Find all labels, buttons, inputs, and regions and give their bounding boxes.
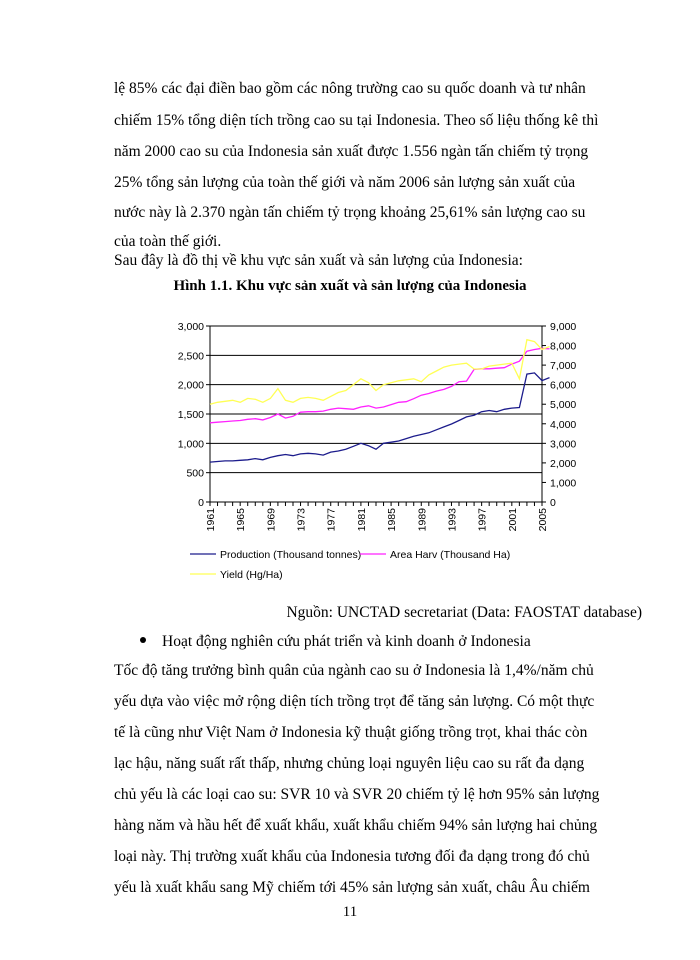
y-right-tick-label: 0: [550, 497, 556, 509]
paragraph1-line-2: chiếm 15% tổng diện tích trồng cao su tại Indonesia. Theo số liệu thống kê thì: [114, 112, 599, 129]
bullet-item: [140, 633, 531, 651]
x-tick-label: 1989: [416, 508, 429, 532]
page-number: 11: [342, 904, 358, 920]
source-note: Nguồn: UNCTAD secretariat (Data: FAOSTAT database): [286, 604, 642, 621]
y-left-tick-label: 0: [198, 497, 204, 509]
y-right-tick-label: 3,000: [550, 438, 577, 451]
paragraph2-line-6: hàng năm và hầu hết để xuất khẩu, xuất khẩu chiếm 94% sản lượng hai chủng: [114, 817, 598, 834]
legend-label: Area Harv (Thousand Ha): [390, 549, 511, 561]
y-right-tick-label: 4,000: [550, 418, 577, 431]
x-tick-label: 1993: [446, 508, 459, 532]
y-right-tick-label: 8,000: [550, 340, 577, 353]
series-line: [210, 340, 550, 405]
line-chart: [160, 310, 600, 590]
y-right-tick-label: 2,000: [550, 457, 577, 470]
paragraph2-line-2: yếu dựa vào việc mở rộng diện tích trồng trọt để tăng sản lượng. Có một thực: [114, 693, 595, 710]
bullet-heading: Hoạt động nghiên cứu phát triển và kinh doanh ở Indonesia: [162, 633, 531, 650]
x-tick-label: 1969: [265, 508, 278, 532]
x-tick-label: 1965: [235, 508, 248, 532]
x-tick-label: 1977: [325, 508, 338, 532]
bullet-icon: [140, 637, 146, 643]
x-tick-label: 1973: [295, 508, 308, 532]
paragraph1-line-1: lệ 85% các đại điền bao gồm các nông trường cao su quốc doanh và tư nhân: [114, 80, 586, 97]
y-right-tick-label: 1,000: [550, 477, 577, 490]
y-right-tick-label: 9,000: [550, 321, 577, 333]
y-left-tick-label: 3,000: [177, 321, 204, 333]
y-right-tick-label: 5,000: [550, 399, 577, 412]
x-tick-label: 2005: [537, 508, 549, 532]
x-tick-label: 1985: [386, 508, 399, 532]
paragraph1-line-6: của toàn thế giới.: [114, 233, 222, 250]
legend-label: Yield (Hg/Ha): [220, 569, 283, 581]
y-left-tick-label: 1,500: [177, 409, 204, 421]
x-tick-label: 1997: [476, 508, 489, 532]
y-left-tick-label: 1,000: [177, 438, 204, 451]
y-left-tick-label: 2,000: [177, 379, 204, 392]
paragraph2-line-3: tế là cũng như Việt Nam ở Indonesia kỹ thuật giống trồng trọt, khai thác còn: [114, 724, 588, 741]
paragraph2-line-8: yếu là xuất khẩu sang Mỹ chiếm tới 45% sản lượng sản xuất, châu Âu chiếm: [114, 879, 590, 896]
paragraph1-line-4: 25% tổng sản lượng của toàn thế giới và năm 2006 sản lượng sản xuất của: [114, 174, 576, 191]
figure-title: Hình 1.1. Khu vực sản xuất và sản lượng của Indonesia: [173, 278, 527, 294]
series-line: [210, 373, 550, 462]
paragraph2-line-7: loại này. Thị trường xuất khẩu của Indonesia tương đối đa dạng trong đó chủ: [114, 848, 590, 865]
paragraph2-line-5: chủ yếu là các loại cao su: SVR 10 và SVR 20 chiếm tỷ lệ hơn 95% sản lượng: [114, 786, 600, 803]
paragraph2-line-4: lạc hậu, năng suất rất thấp, nhưng chủng loại nguyên liệu cao su rất đa dạng: [114, 755, 585, 772]
y-right-tick-label: 6,000: [550, 379, 577, 392]
paragraph1-line-5: nước này là 2.370 ngàn tấn chiếm tỷ trọng khoảng 25,61% sản lượng cao su: [114, 204, 586, 221]
x-tick-label: 1961: [205, 508, 217, 532]
intro-line: Sau đây là đồ thị về khu vực sản xuất và sản lượng của Indonesia:: [114, 252, 523, 269]
paragraph1-line-3: năm 2000 cao su của Indonesia sản xuất được 1.556 ngàn tấn chiếm tỷ trọng: [114, 143, 589, 160]
paragraph2-line-1: Tốc độ tăng trưởng bình quân của ngành cao su ở Indonesia là 1,4%/năm chủ: [114, 662, 594, 679]
y-right-tick-label: 7,000: [550, 360, 577, 373]
x-tick-label: 2001: [506, 508, 519, 532]
x-tick-label: 1981: [355, 508, 368, 532]
legend-label: Production (Thousand tonnes): [220, 549, 362, 561]
y-left-tick-label: 500: [186, 467, 204, 480]
y-left-tick-label: 2,500: [177, 350, 204, 363]
